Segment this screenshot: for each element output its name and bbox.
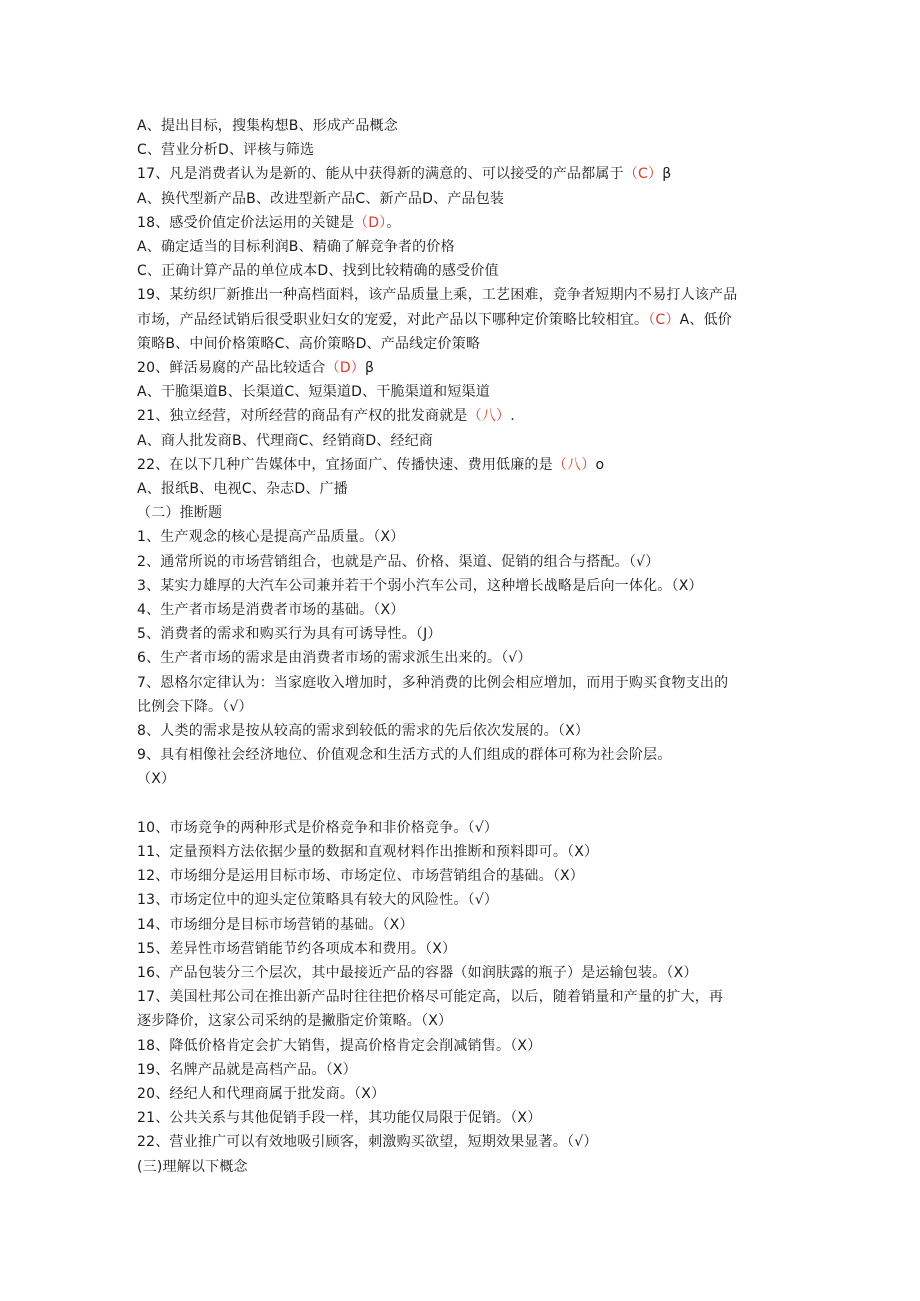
line-text: A、商人批发商B、代理商C、经销商D、经纪商: [137, 432, 434, 449]
text-line: [137, 477, 787, 501]
line-text: 10、市场竞争的两种形式是价格竞争和非价格竞争。（√）: [137, 819, 499, 836]
line-text: 8、人类的需求是按从较高的需求到较低的需求的先后依次发展的。（X）: [137, 723, 590, 740]
answer-mark: （D）: [325, 360, 366, 377]
text-line: [137, 308, 787, 332]
line-text: A、换代型新产品B、改进型新产品C、新产品D、产品包装: [137, 190, 505, 207]
line-text: 1、生产观念的核心是提高产品质量。（X）: [137, 529, 405, 546]
line-text: 17、凡是消费者认为是新的、能从中获得新的满意的、可以接受的产品都属于: [137, 166, 624, 183]
line-text: 3、某实力雄厚的大汽车公司兼并若干个弱小汽车公司，这种增长战略是后向一体化。（X）: [137, 577, 703, 594]
line-text: 2、通常所说的市场营销组合，也就是产品、价格、渠道、促销的组合与搭配。（√）: [137, 553, 660, 570]
text-line: [137, 985, 787, 1009]
text-line: [137, 332, 787, 356]
text-line: [137, 162, 787, 186]
answer-mark: （D）: [354, 214, 387, 231]
line-text: 14、市场细分是目标市场营销的基础。（X）: [137, 916, 414, 933]
line-text: 市场，产品经试销后很受职业妇女的宠爱，对此产品以下哪种定价策略比较相宜。: [137, 311, 649, 328]
text-line: [137, 622, 787, 646]
text-line: [137, 1130, 787, 1154]
line-text: A、干脆渠道B、长渠道C、短渠道D、干脆渠道和短渠道: [137, 384, 490, 401]
text-line: [137, 550, 787, 574]
text-line: [137, 695, 787, 719]
text-line: [137, 187, 787, 211]
text-line: [137, 114, 787, 138]
line-text: 22、营业推广可以有效地吸引顾客，刺激购买欲望，短期效果显著。（√）: [137, 1134, 598, 1151]
line-text: 19、名牌产品就是高档产品。（X）: [137, 1061, 357, 1078]
line-text: 5、消费者的需求和购买行为具有可诱导性。（J）: [137, 626, 442, 643]
line-text: 4、生产者市场是消费者市场的基础。（X）: [137, 602, 405, 619]
line-tail: A、低价: [679, 311, 732, 328]
line-text: 13、市场定位中的迎头定位策略具有较大的风险性。（√）: [137, 892, 499, 909]
text-line: [137, 719, 787, 743]
text-line: [137, 138, 787, 162]
text-line: [137, 598, 787, 622]
line-text: 15、差异性市场营销能节约各项成本和费用。（X）: [137, 940, 457, 957]
text-line: [137, 864, 787, 888]
line-text: 6、生产者市场的需求是由消费者市场的需求派生出来的。（√）: [137, 650, 532, 667]
line-text: 16、产品包装分三个层次，其中最接近产品的容器（如润肤露的瓶子）是运输包装。（X）: [137, 964, 698, 981]
text-line: [137, 840, 787, 864]
line-tail: 。: [386, 214, 401, 231]
answer-mark: （C）: [623, 166, 663, 183]
line-text: A、确定适当的目标利润B、精确了解竞争者的价格: [137, 239, 455, 256]
line-text: 19、某纺织厂新推出一种高档面料，该产品质量上乘，工艺困难，竞争者短期内不易打人该产品: [137, 287, 738, 304]
text-line: [137, 574, 787, 598]
line-tail: β: [365, 360, 375, 377]
answer-mark: （八）: [552, 456, 596, 473]
spacer: [137, 792, 787, 816]
line-text: （X）: [137, 771, 176, 788]
line-text: （二）推断题: [137, 505, 223, 522]
line-text: 21、公共关系与其他促销手段一样，其功能仅局限于促销。（X）: [137, 1110, 542, 1127]
text-line: [137, 211, 787, 235]
text-line: [137, 525, 787, 549]
document-body: [137, 114, 787, 1179]
line-text: 20、经纪人和代理商属于批发商。（X）: [137, 1085, 386, 1102]
line-text: C、营业分析D、评核与筛选: [137, 142, 315, 159]
text-line: [137, 380, 787, 404]
line-text: 12、市场细分是运用目标市场、市场定位、市场营销组合的基础。（X）: [137, 868, 585, 885]
text-line: [137, 283, 787, 307]
text-line: [137, 937, 787, 961]
text-line: [137, 671, 787, 695]
text-line: [137, 501, 787, 525]
line-text: 20、鲜活易腐的产品比较适合: [137, 360, 326, 377]
text-line: [137, 1034, 787, 1058]
line-tail: o: [595, 456, 605, 473]
text-line: [137, 1058, 787, 1082]
text-line: [137, 1009, 787, 1033]
text-line: [137, 888, 787, 912]
line-text: 策略B、中间价格策略C、高价策略D、产品线定价策略: [137, 335, 481, 352]
text-line: [137, 453, 787, 477]
text-line: [137, 1155, 787, 1179]
line-text: (三)理解以下概念: [137, 1158, 248, 1175]
line-text: 9、具有相像社会经济地位、价值观念和生活方式的人们组成的群体可称为社会阶层。: [137, 747, 672, 764]
line-text: 21、独立经营，对所经营的商品有产权的批发商就是: [137, 408, 468, 425]
text-line: [137, 743, 787, 767]
text-line: [137, 913, 787, 937]
text-line: [137, 429, 787, 453]
text-line: [137, 816, 787, 840]
answer-mark: （C）: [648, 311, 680, 328]
text-line: [137, 259, 787, 283]
answer-mark: （八）: [467, 408, 511, 425]
line-text: 逐步降价，这家公司采纳的是撇脂定价策略。（X）: [137, 1013, 453, 1030]
text-line: [137, 356, 787, 380]
line-text: 11、定量预料方法依据少量的数据和直观材料作出推断和预料即可。（X）: [137, 843, 599, 860]
text-line: [137, 404, 787, 428]
line-text: 18、降低价格肯定会扩大销售，提高价格肯定会削减销售。（X）: [137, 1037, 542, 1054]
text-line: [137, 767, 787, 791]
text-line: [137, 1106, 787, 1130]
line-text: 7、恩格尔定律认为：当家庭收入增加时，多种消费的比例会相应增加，而用于购买食物支出的: [137, 674, 729, 691]
line-text: 17、美国杜邦公司在推出新产品时往往把价格尽可能定高，以后，随着销量和产量的扩大，再: [137, 989, 724, 1006]
text-line: [137, 646, 787, 670]
text-line: [137, 1082, 787, 1106]
line-text: 比例会下降。（√）: [137, 698, 253, 715]
line-text: C、正确计算产品的单位成本D、找到比较精确的感受价值: [137, 263, 499, 280]
text-line: [137, 235, 787, 259]
line-text: 18、感受价值定价法运用的关键是: [137, 214, 355, 231]
line-tail: .: [510, 408, 515, 425]
line-text: A、提出目标，搜集构想B、形成产品概念: [137, 118, 398, 134]
line-text: A、报纸B、电视C、杂志D、广播: [137, 481, 348, 498]
line-tail: β: [662, 166, 672, 183]
text-line: [137, 961, 787, 985]
line-text: 22、在以下几种广告媒体中，宜扬面广、传播快速、费用低廉的是: [137, 456, 553, 473]
